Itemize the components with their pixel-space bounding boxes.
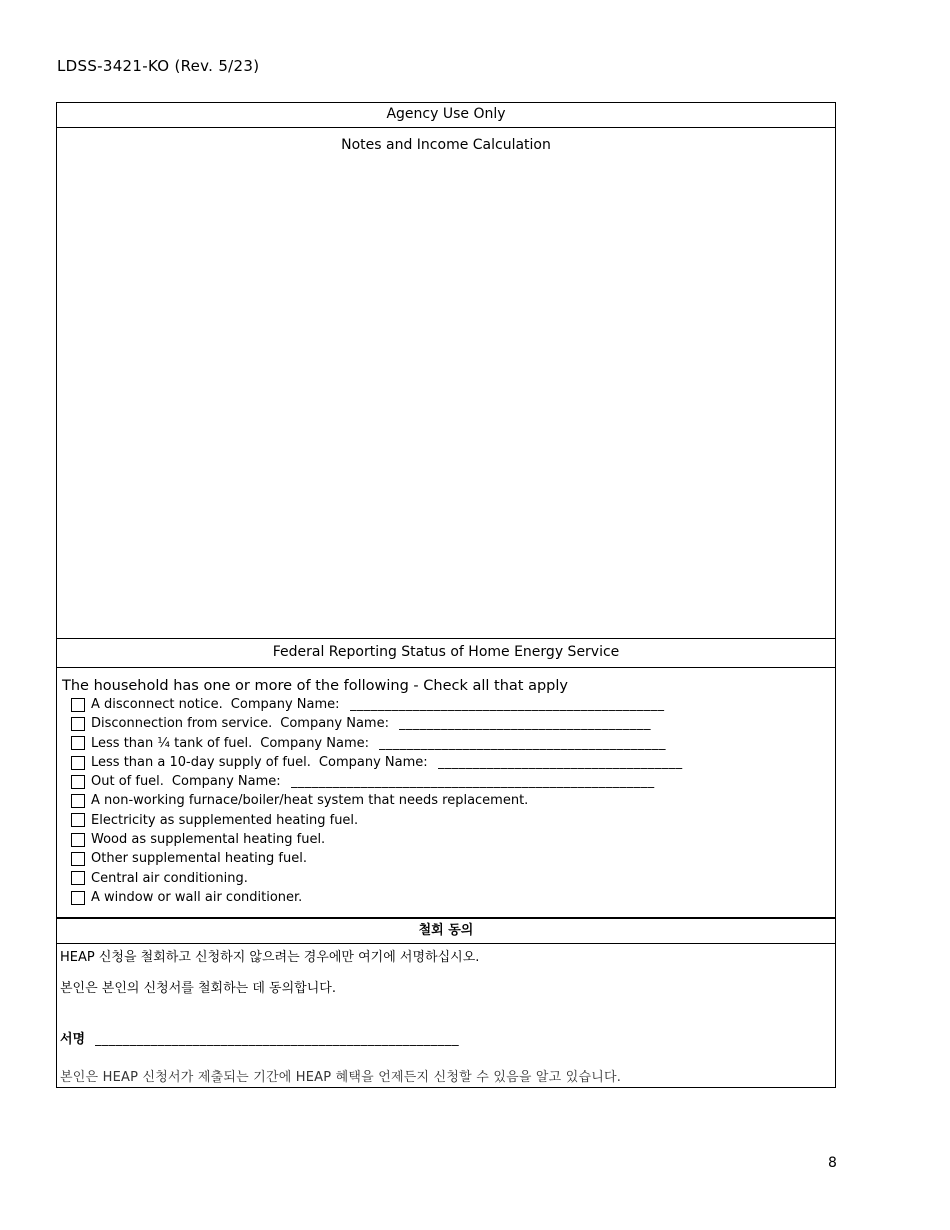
agency-use-title: Agency Use Only <box>57 103 835 128</box>
checklist-item-label: A disconnect notice. <box>91 697 223 712</box>
federal-intro: The household has one or more of the following - Check all that apply <box>62 678 568 694</box>
federal-checklist <box>62 695 835 907</box>
company-name-label: Company Name: <box>318 754 428 770</box>
checklist-item-label: Out of fuel. <box>91 774 164 790</box>
checklist-item-label: Electricity as supplemented heating fuel. <box>91 812 359 828</box>
withdraw-section <box>56 918 836 1088</box>
checkbox[interactable] <box>71 756 85 770</box>
checklist-item <box>71 714 835 733</box>
federal-reporting-body <box>57 668 835 907</box>
checklist-item <box>71 830 835 849</box>
withdraw-instruction: HEAP 신청을 철회하고 신청하지 않으려는 경우에만 여기에 서명하십시오. <box>60 950 480 965</box>
checkbox[interactable] <box>71 775 85 789</box>
checklist-item-label: Less than a 10-day supply of fuel. <box>91 754 311 770</box>
checklist-item-label: A window or wall air conditioner. <box>91 889 303 905</box>
checklist-item-label: Central air conditioning. <box>91 870 248 886</box>
checklist-item <box>71 791 835 810</box>
federal-reporting-title: Federal Reporting Status of Home Energy Service <box>57 639 835 668</box>
checkbox[interactable] <box>71 717 85 731</box>
company-name-label: Company Name: <box>260 735 369 751</box>
signature-line[interactable]: ____________________________________________________ <box>95 1032 460 1047</box>
checklist-item <box>71 753 835 772</box>
form-id: LDSS-3421-KO (Rev. 5/23) <box>57 57 260 75</box>
company-name-field[interactable]: ___________________________________ <box>437 754 683 770</box>
agency-use-section <box>56 102 836 918</box>
withdraw-agreement: 본인은 본인의 신청서를 철회하는 데 동의합니다. <box>60 981 336 996</box>
checkbox[interactable] <box>71 852 85 866</box>
checklist-item-label: Disconnection from service. <box>91 716 273 732</box>
company-name-label: Company Name: <box>280 716 389 732</box>
checkbox[interactable] <box>71 698 85 712</box>
signature-label: 서명 <box>60 1032 86 1047</box>
withdraw-note: 본인은 HEAP 신청서가 제출되는 기간에 HEAP 혜택을 언제든지 신청할 수 있음을 알고 있습니다. <box>60 1070 622 1085</box>
checklist-item <box>71 734 835 753</box>
checklist-item-label: Wood as supplemental heating fuel. <box>91 832 326 848</box>
checklist-item-label: Less than ¼ tank of fuel. <box>91 735 253 751</box>
company-name-field[interactable]: _____________________________________________ <box>349 697 665 712</box>
company-name-label: Company Name: <box>230 697 340 712</box>
checkbox[interactable] <box>71 891 85 905</box>
company-name-field[interactable]: ____________________________________ <box>398 716 651 732</box>
withdraw-title: 철회 동의 <box>57 919 835 944</box>
checkbox[interactable] <box>71 736 85 750</box>
notes-title: Notes and Income Calculation <box>341 137 551 153</box>
checkbox[interactable] <box>71 794 85 808</box>
company-name-field[interactable]: ____________________________________________________ <box>290 774 655 790</box>
checklist-item <box>71 695 835 714</box>
checkbox[interactable] <box>71 871 85 885</box>
checklist-item-label: Other supplemental heating fuel. <box>91 851 307 867</box>
checkbox[interactable] <box>71 833 85 847</box>
checklist-item <box>71 888 835 907</box>
notes-area[interactable] <box>57 128 835 639</box>
company-name-field[interactable]: _________________________________________ <box>379 735 666 751</box>
company-name-label: Company Name: <box>171 774 281 790</box>
checklist-item <box>71 772 835 791</box>
signature-row <box>60 1031 832 1049</box>
checklist-item-label: A non-working furnace/boiler/heat system that needs replacement. <box>91 793 529 809</box>
checklist-item <box>71 811 835 830</box>
page-number: 8 <box>828 1155 837 1171</box>
checklist-item <box>71 849 835 868</box>
checkbox[interactable] <box>71 813 85 827</box>
checklist-item <box>71 869 835 888</box>
